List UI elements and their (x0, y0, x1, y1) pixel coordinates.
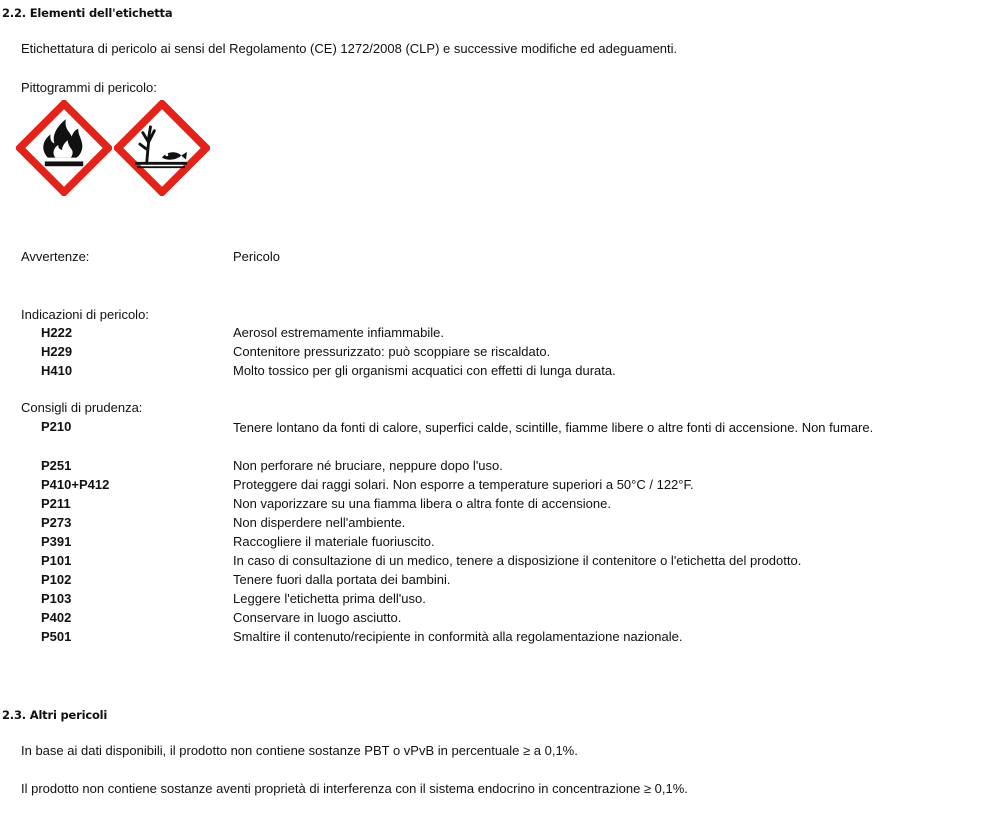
precaution-text: In caso di consultazione di un medico, tenere a disposizione il contenitore o l'etichetta del prodotto. (233, 553, 802, 568)
pbt-vpvb-statement: In base ai dati disponibili, il prodotto non contiene sostanze PBT o vPvB in percentuale ≥ a 0,1%. (21, 743, 578, 758)
precaution-code: P210 (41, 419, 72, 434)
hazard-code: H222 (41, 325, 73, 340)
precaution-code: P402 (41, 610, 72, 625)
precaution-code: P102 (41, 572, 72, 587)
precaution-text: Leggere l'etichetta prima dell'uso. (233, 591, 426, 606)
clp-intro: Etichettatura di pericolo ai sensi del Regolamento (CE) 1272/2008 (CLP) e successive modifiche ed adeguamenti. (21, 41, 678, 56)
pictograms-label: Pittogrammi di pericolo: (21, 80, 157, 95)
precaution-code: P251 (41, 458, 72, 473)
precaution-text: Proteggere dai raggi solari. Non esporre a temperature superiori a 50°C / 122°F. (233, 477, 694, 492)
section-2-3-title: 2.3. Altri pericoli (2, 708, 108, 722)
precaution-text: Non perforare né bruciare, neppure dopo l'uso. (233, 458, 503, 473)
hazard-pictograms (16, 100, 216, 198)
hazard-text: Aerosol estremamente infiammabile. (233, 325, 444, 340)
precaution-code: P273 (41, 515, 72, 530)
hazard-text: Molto tossico per gli organismi acquatici con effetti di lunga durata. (233, 363, 616, 378)
hazard-text: Contenitore pressurizzato: può scoppiare se riscaldato. (233, 344, 551, 359)
precaution-text: Smaltire il contenuto/recipiente in conformità alla regolamentazione nazionale. (233, 629, 683, 644)
endocrine-statement: Il prodotto non contiene sostanze aventi proprietà di interferenza con il sistema endocrino in concentrazione ≥ 0,1%. (21, 781, 688, 796)
precaution-code: P501 (41, 629, 72, 644)
signal-word: Pericolo (233, 249, 280, 264)
precaution-code: P391 (41, 534, 72, 549)
hazard-code: H410 (41, 363, 73, 378)
precautionary-statements-label: Consigli di prudenza: (21, 400, 143, 415)
hazard-statements-label: Indicazioni di pericolo: (21, 307, 149, 322)
precaution-text: Tenere fuori dalla portata dei bambini. (233, 572, 451, 587)
precaution-text: Tenere lontano da fonti di calore, superfici calde, scintille, fiamme libere o altre fonti di accensione. Non fumare. (233, 420, 874, 435)
precaution-code: P211 (41, 496, 71, 511)
hazard-code: H229 (41, 344, 73, 359)
precaution-text: Raccogliere il materiale fuoriuscito. (233, 534, 435, 549)
environment-icon (114, 100, 210, 196)
precaution-text: Conservare in luogo asciutto. (233, 610, 402, 625)
signal-word-label: Avvertenze: (21, 249, 90, 264)
precaution-text: Non vaporizzare su una fiamma libera o altra fonte di accensione. (233, 496, 611, 511)
precaution-text: Non disperdere nell'ambiente. (233, 515, 406, 530)
flame-icon (16, 100, 112, 196)
precaution-code: P101 (41, 553, 72, 568)
precaution-code: P410+P412 (41, 477, 110, 492)
section-2-2-title: 2.2. Elementi dell'etichetta (2, 6, 173, 20)
precaution-code: P103 (41, 591, 72, 606)
